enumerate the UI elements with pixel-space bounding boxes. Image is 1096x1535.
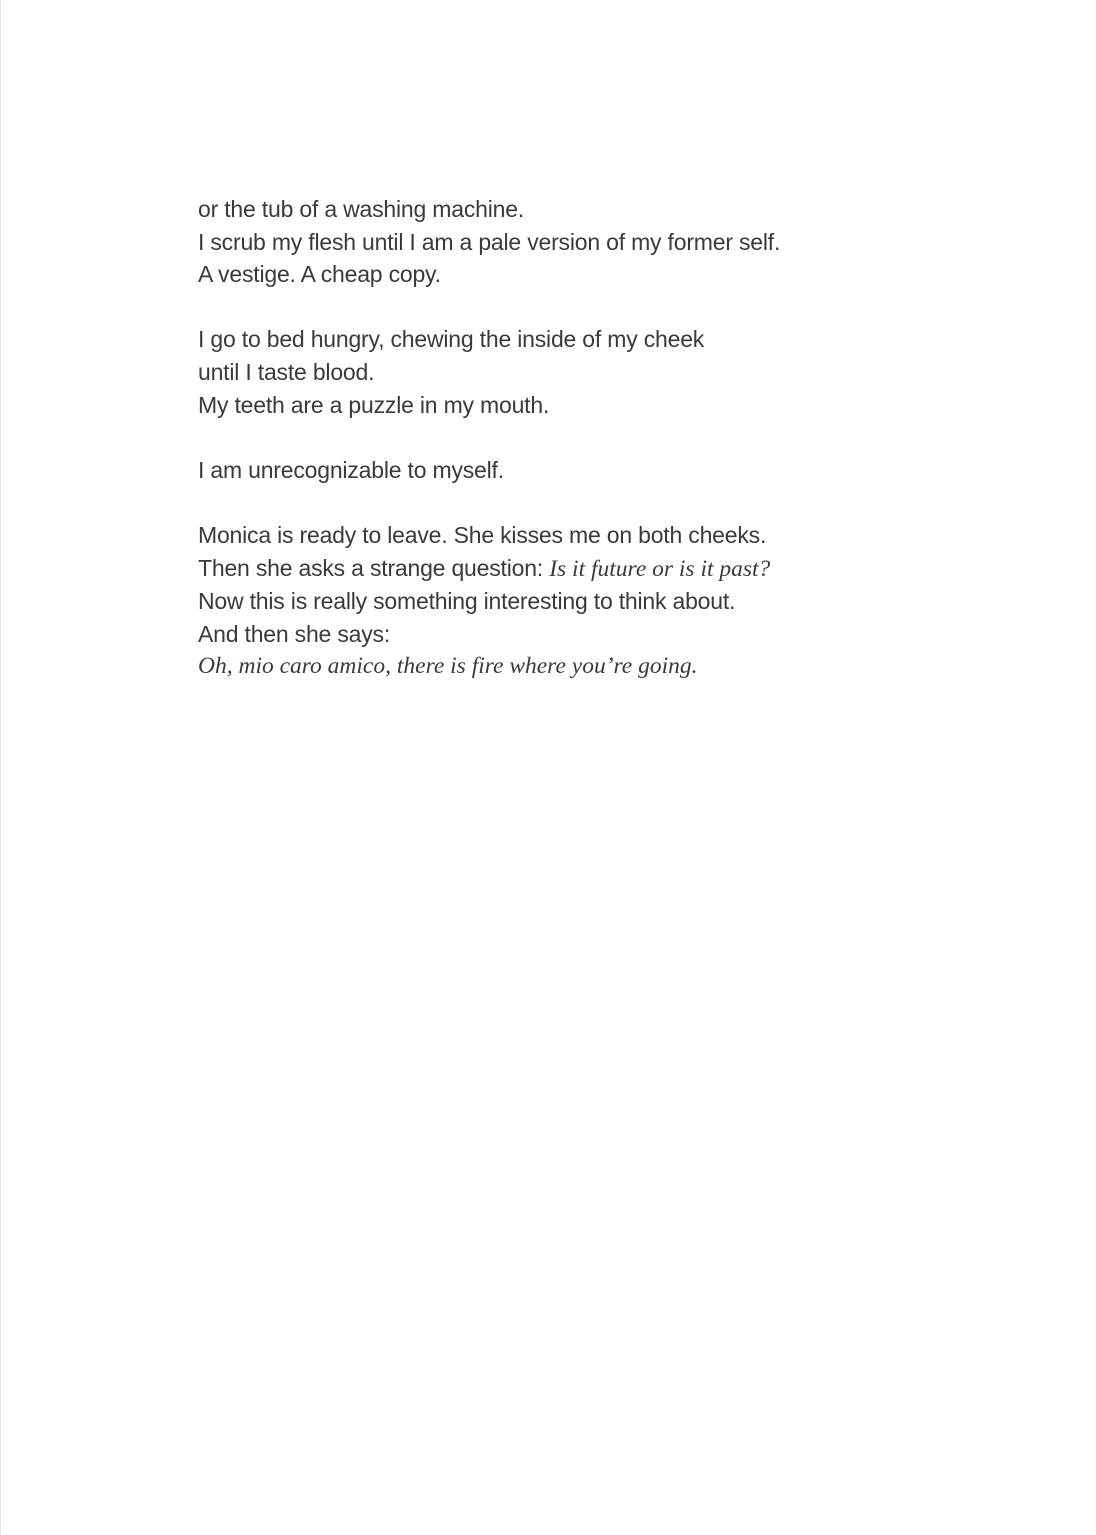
- poem-line: My teeth are a puzzle in my mouth.: [198, 391, 550, 418]
- italic-question: Is it future or is it past?: [549, 555, 771, 582]
- poem-text: [198, 193, 958, 716]
- poem-line: I go to bed hungry, chewing the inside of my cheek: [198, 326, 705, 353]
- stanza: [198, 454, 958, 487]
- poem-line: until I taste blood.: [198, 358, 375, 385]
- poem-line: And then she says:: [198, 620, 391, 647]
- stanza: [198, 323, 958, 421]
- poem-line: I scrub my flesh until I am a pale version of my former self.: [198, 228, 781, 255]
- italic-quote: Oh, mio caro amico, there is fire where you’re going.: [198, 653, 698, 680]
- poem-line-text: Then she asks a strange question:: [198, 554, 550, 581]
- poem-line: Monica is ready to leave. She kisses me on both cheeks.: [198, 521, 767, 548]
- poem-line: I am unrecognizable to myself.: [198, 456, 504, 483]
- poem-line: A vestige. A cheap copy.: [198, 261, 441, 288]
- poem-line: Now this is really something interesting to think about.: [198, 588, 736, 615]
- poem-line: [198, 552, 958, 586]
- stanza: [198, 193, 958, 291]
- poem-line: or the tub of a washing machine.: [198, 196, 525, 222]
- stanza: [198, 519, 958, 683]
